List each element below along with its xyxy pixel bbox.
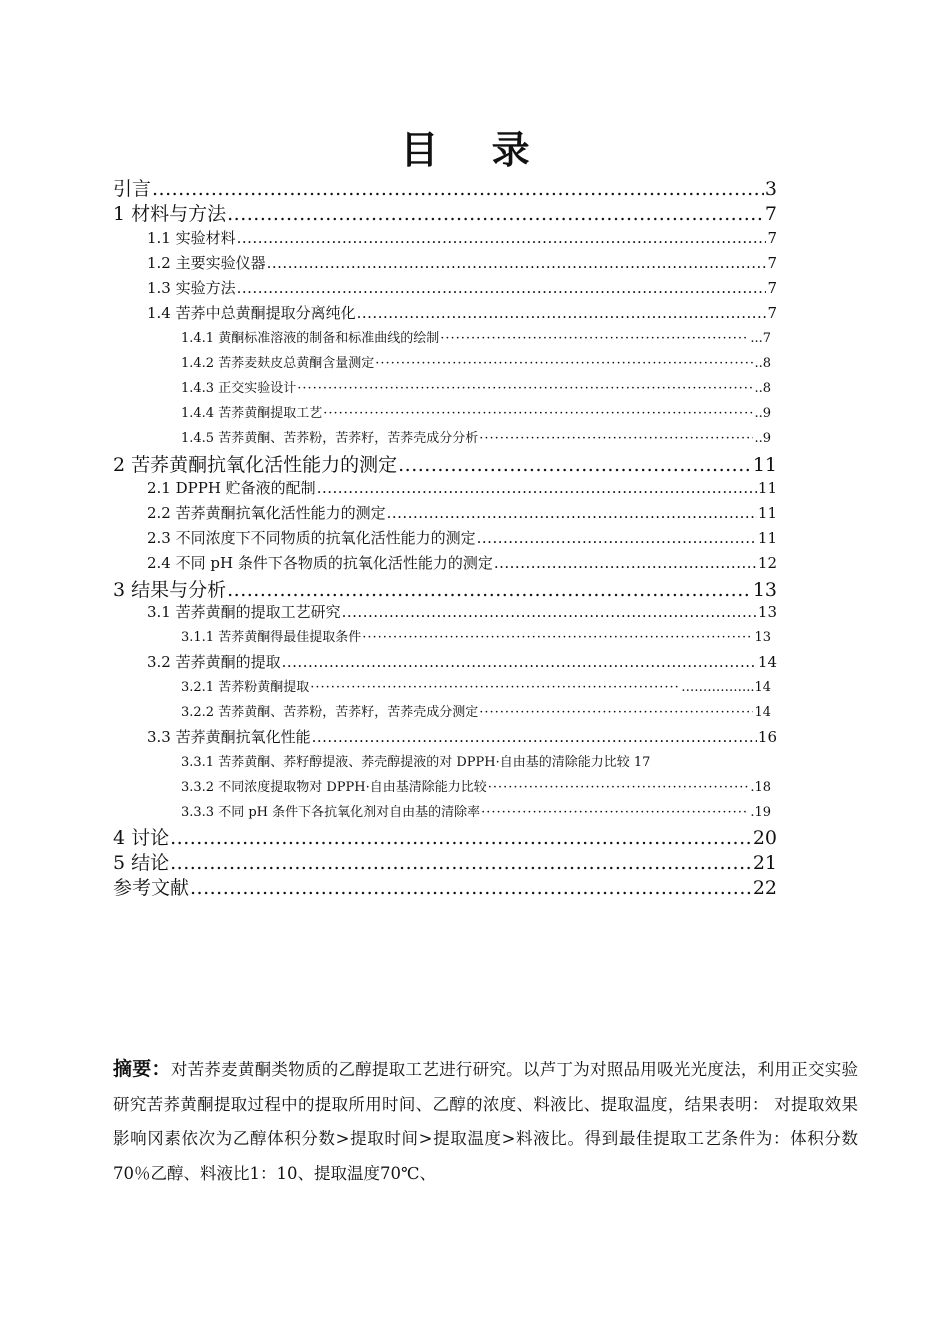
- toc-leader: [342, 603, 757, 621]
- toc-leader: [488, 780, 750, 795]
- toc-entry: [147, 527, 777, 548]
- toc-entry: [147, 227, 777, 248]
- toc-entry: [147, 477, 777, 498]
- toc-entry: [113, 199, 777, 226]
- toc-entry-label: 参考文献: [113, 877, 190, 899]
- toc-entry-page: 13: [752, 579, 777, 601]
- toc-entry: [181, 327, 771, 346]
- toc-entry-page: 11: [752, 454, 777, 476]
- toc-entry: [113, 873, 777, 900]
- toc-entry-page: 13: [754, 630, 771, 645]
- toc-entry-label: 引言: [113, 178, 152, 200]
- toc-entry-page: .18: [750, 780, 771, 795]
- toc-entry-page: .19: [750, 805, 771, 820]
- toc-entry-label: 1.4 苦荞中总黄酮提取分离纯化: [147, 304, 356, 322]
- toc-entry: [147, 651, 777, 672]
- toc-entry: [147, 726, 777, 747]
- toc-entry: [147, 252, 777, 273]
- toc-entry: [147, 302, 777, 323]
- toc-entry-page: ……………..14: [681, 680, 771, 695]
- toc-entry-page: 20: [752, 827, 777, 849]
- toc-entry-label: 1 材料与方法: [113, 203, 227, 225]
- toc-entry-label: 2.4 不同 pH 条件下各物质的抗氧化活性能力的测定: [147, 554, 493, 572]
- toc-entry: [113, 823, 777, 850]
- toc-leader: [323, 406, 753, 421]
- toc-leader: [267, 254, 767, 272]
- toc-leader: [440, 331, 749, 346]
- toc-entry-label: 1.2 主要实验仪器: [147, 254, 266, 272]
- toc-leader: [375, 356, 753, 371]
- toc-entry-page: 7: [767, 279, 777, 297]
- toc-leader: [310, 680, 680, 695]
- toc-entry: [181, 352, 771, 371]
- toc-entry: [147, 502, 777, 523]
- toc-leader: [170, 827, 752, 849]
- toc-entry: [181, 676, 771, 695]
- toc-entry: [181, 751, 771, 770]
- toc-entry-page: 7: [764, 203, 777, 225]
- toc-entry-label: 3.3.2 不同浓度提取物对 DPPH·自由基清除能力比较: [181, 780, 487, 795]
- toc-leader: [317, 479, 757, 497]
- toc-entry-page: ..8: [754, 356, 771, 371]
- toc-entry-page: 7: [767, 304, 777, 322]
- toc-entry: [113, 848, 777, 875]
- toc-entry-label: 1.4.1 黄酮标准溶液的制备和标准曲线的绘制: [181, 331, 440, 346]
- toc-entry-page: 11: [757, 479, 777, 497]
- toc-entry-label: 2.1 DPPH 贮备液的配制: [147, 479, 316, 497]
- toc-leader: [387, 504, 757, 522]
- toc-leader: [282, 653, 757, 671]
- toc-leader: [479, 705, 753, 720]
- toc-leader: [479, 431, 753, 446]
- toc-leader: [312, 728, 757, 746]
- toc-entry-label: 1.4.4 苦荞黄酮提取工艺: [181, 406, 323, 421]
- toc-leader: [190, 877, 752, 899]
- toc-entry-label: 3.3 苦荞黄酮抗氧化性能: [147, 728, 311, 746]
- abstract-label: 摘要：: [113, 1058, 171, 1080]
- toc-entry-label: 3.3.3 不同 pH 条件下各抗氧化剂对自由基的清除率: [181, 805, 481, 820]
- toc-entry-label: 1.1 实验材料: [147, 229, 236, 247]
- toc-entry-page: 11: [757, 529, 777, 547]
- toc-entry-label: 1.4.2 苦荞麦麸皮总黄酮含量测定: [181, 356, 375, 371]
- toc-entry-label: 3.1 苦荞黄酮的提取工艺研究: [147, 603, 341, 621]
- toc-leader: [398, 454, 752, 476]
- toc-leader: [297, 381, 753, 396]
- toc-entry: [181, 427, 771, 446]
- toc-entry-page: 14: [754, 705, 771, 720]
- toc-entry-label: 5 结论: [113, 852, 170, 874]
- toc-entry-page: 13: [757, 603, 777, 621]
- toc-entry: [147, 601, 777, 622]
- toc-entry-page: 12: [757, 554, 777, 572]
- toc-entry-label: 4 讨论: [113, 827, 170, 849]
- toc-entry-page: ..9: [754, 431, 771, 446]
- toc-entry: [113, 174, 777, 201]
- toc-entry-label: 1.4.5 苦荞黄酮、苦荞粉，苦荞籽，苦荞壳成分分析: [181, 431, 479, 446]
- toc-entry: [113, 575, 777, 602]
- toc-entry-label: 2.2 苦荞黄酮抗氧化活性能力的测定: [147, 504, 386, 522]
- abstract-paragraph: [113, 1052, 858, 1191]
- toc-leader: [362, 630, 753, 645]
- toc-entry: [113, 450, 777, 477]
- toc-leader: [357, 304, 767, 322]
- toc-entry: [181, 626, 771, 645]
- toc-entry: [181, 776, 771, 795]
- toc-entry-label: 3.2.2 苦荞黄酮、苦荞粉，苦荞籽，苦荞壳成分测定: [181, 705, 479, 720]
- toc-entry-page: 3: [764, 178, 777, 200]
- toc-entry-label: 2 苦荞黄酮抗氧化活性能力的测定: [113, 454, 398, 476]
- toc-entry: [181, 801, 771, 820]
- toc-entry: [181, 402, 771, 421]
- toc-entry-page: 14: [757, 653, 777, 671]
- toc-entry-label: 3.1.1 苦荞黄酮得最佳提取条件: [181, 630, 362, 645]
- toc-entry-label: 3.2 苦荞黄酮的提取: [147, 653, 281, 671]
- toc-entry-label: 2.3 不同浓度下不同物质的抗氧化活性能力的测定: [147, 529, 476, 547]
- toc-entry: [181, 701, 771, 720]
- toc-entry-page: 7: [767, 229, 777, 247]
- toc-entry-label: 1.3 实验方法: [147, 279, 236, 297]
- toc-entry: [181, 377, 771, 396]
- toc-entry: [147, 552, 777, 573]
- toc-entry-page: ..9: [754, 406, 771, 421]
- toc-entry-page: 7: [767, 254, 777, 272]
- toc-leader: [152, 178, 764, 200]
- toc-entry-page: 22: [752, 877, 777, 899]
- toc-entry-page: 21: [752, 852, 777, 874]
- page-title: 目 录: [400, 128, 550, 172]
- toc-leader: [237, 279, 767, 297]
- toc-entry-page: ..8: [754, 381, 771, 396]
- toc-entry-page: ...7: [750, 331, 771, 346]
- toc-leader: [227, 579, 752, 601]
- toc-entry-label: 3.2.1 苦荞粉黄酮提取: [181, 680, 310, 695]
- abstract-text: 对苦荞麦黄酮类物质的乙醇提取工艺进行研究。以芦丁为对照品用吸光光度法，利用正交实验研究苦荞黄酮提取过程中的提取所用时间、乙醇的浓度、料液比、提取温度，结果表明： 对提取效果影响冈素依次为乙醇体积分数>提取时间>提取温度>料液比。得到最佳提取工艺条件为：体积分数70％乙醇、料液比1：10、提取温度70℃、: [113, 1060, 858, 1183]
- toc-leader: [481, 805, 749, 820]
- toc-leader: [477, 529, 757, 547]
- toc-leader: [494, 554, 757, 572]
- toc-leader: [227, 203, 764, 225]
- toc-entry-page: 11: [757, 504, 777, 522]
- toc-entry-label: 3 结果与分析: [113, 579, 227, 601]
- toc-entry-label: 3.3.1 苦荞黄酮、荞籽醇提液、荞壳醇提液的对 DPPH·自由基的清除能力比较 17: [181, 755, 651, 770]
- toc-leader: [237, 229, 767, 247]
- toc-entry-label: 1.4.3 正交实验设计: [181, 381, 297, 396]
- toc-entry-page: 16: [757, 728, 777, 746]
- toc-entry: [147, 277, 777, 298]
- toc-leader: [170, 852, 752, 874]
